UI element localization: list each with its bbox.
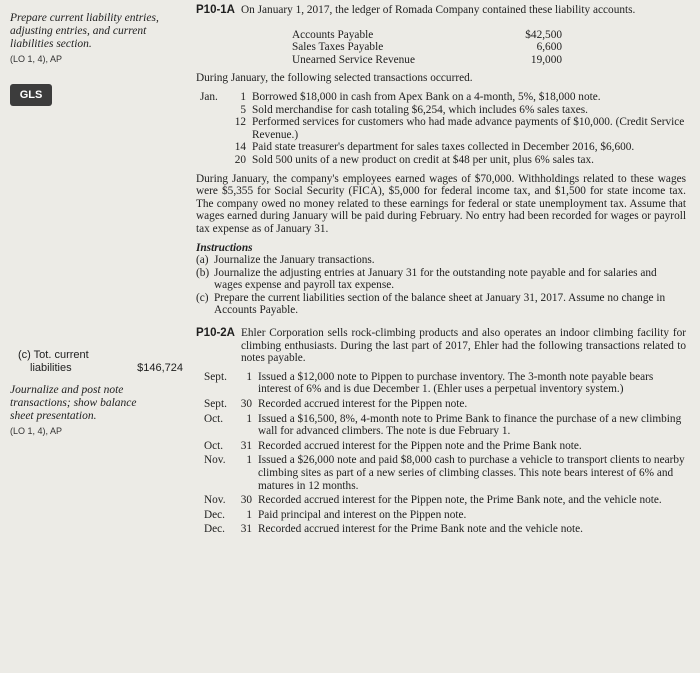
sidebar-objective-2 xyxy=(10,384,185,436)
tx-text: Recorded accrued interest for the Pippen note, the Prime Bank note, and the vehicle note. xyxy=(258,494,662,507)
transaction xyxy=(204,371,686,396)
ledger-row xyxy=(292,41,562,54)
tx-month xyxy=(200,104,232,117)
transaction xyxy=(204,494,686,507)
tx-month xyxy=(200,154,232,167)
instructions-title: Instructions xyxy=(196,241,253,254)
objective-line-1: Prepare current liability entries, xyxy=(10,12,159,24)
tx-month: Jan. xyxy=(200,90,218,103)
tx-text: Paid principal and interest on the Pippen note. xyxy=(258,508,467,521)
tx-day: 1 xyxy=(246,508,252,521)
tx-text: Recorded accrued interest for the Pippen note and the Prime Bank note. xyxy=(258,439,582,452)
sidebar-objective xyxy=(10,12,182,64)
tx-day: 30 xyxy=(240,494,252,507)
tx-month: Dec. xyxy=(204,523,226,536)
tx-text: Issued a $12,000 note to Pippen to purchase inventory. The 3-month note payable bears interest of 6% and is due December 1. (Ehler uses a perpetual inventory system.) xyxy=(258,370,654,396)
tx-day: 1 xyxy=(246,412,252,425)
transaction xyxy=(204,509,686,522)
instruction-text: Prepare the current liabilities section of the balance sheet at January 31, 2017. Assume no change in Accounts Payable. xyxy=(214,291,666,317)
objective-line-2: adjusting entries, and current xyxy=(10,25,147,37)
tx-day: 12 xyxy=(234,116,246,129)
learning-objective-tag: (LO 1, 4), AP xyxy=(10,54,63,64)
instruction-item xyxy=(196,267,686,292)
ledger-account: Accounts Payable xyxy=(292,28,374,41)
tx-text: Recorded accrued interest for the Prime Bank note and the vehicle note. xyxy=(258,523,583,536)
tx-month: Sept. xyxy=(204,398,227,411)
problem-1-number: P10-1A xyxy=(196,4,235,16)
ledger-accounts xyxy=(292,29,562,67)
tx-month: Oct. xyxy=(204,412,224,425)
problem-2-intro: Ehler Corporation sells rock-climbing products and also operates an indoor climbing facility for climbing enthusiasts. During the last part of 2017, Ehler had the following transactions related to notes payable. xyxy=(241,327,686,365)
instruction-label: (b) xyxy=(196,266,210,279)
ledger-account: Unearned Service Revenue xyxy=(292,53,415,66)
transaction xyxy=(200,104,686,117)
learning-objective-tag-2: (LO 1, 4), AP xyxy=(10,426,63,436)
ledger-account: Sales Taxes Payable xyxy=(292,41,384,54)
tx-text: Performed services for customers who had made advance payments of $10,000. (Credit Service Revenue.) xyxy=(252,116,685,141)
january-transactions xyxy=(200,91,686,167)
tx-text: Paid state treasurer's department for sales taxes collected in December 2016, $6,600. xyxy=(252,141,635,154)
ledger-amount: 6,600 xyxy=(536,41,562,54)
problem-2-header xyxy=(196,327,686,365)
instruction-label: (c) xyxy=(196,291,209,304)
tx-day: 31 xyxy=(240,439,252,452)
tx-text: Sold merchandise for cash totaling $6,254, which includes 6% sales taxes. xyxy=(252,103,589,116)
tx-text: Sold 500 units of a new product on credit at $48 per unit, plus 6% sales tax. xyxy=(252,153,594,166)
tx-day: 14 xyxy=(234,141,246,154)
transaction xyxy=(200,91,686,104)
tx-text: Issued a $16,500, 8%, 4-month note to Prime Bank to finance the purchase of a new climbing wall for advanced climbers. The note is due February 1. xyxy=(258,412,682,438)
instruction-text: Journalize the January transactions. xyxy=(214,254,375,267)
tx-day: 30 xyxy=(240,398,252,411)
tx-day: 1 xyxy=(246,454,252,467)
tx-day: 1 xyxy=(246,370,252,383)
transaction xyxy=(204,523,686,536)
transaction xyxy=(204,413,686,438)
ledger-amount: 19,000 xyxy=(530,53,562,66)
ledger-amount: $42,500 xyxy=(525,28,562,41)
tx-day: 5 xyxy=(240,103,246,116)
objective2-line-2: transactions; show balance xyxy=(10,397,137,409)
tx-month: Sept. xyxy=(204,370,227,383)
transaction xyxy=(200,141,686,154)
tx-day: 31 xyxy=(240,523,252,536)
check-figure-label-2: liabilities xyxy=(30,362,72,374)
transaction xyxy=(204,454,686,492)
tx-month: Dec. xyxy=(204,508,226,521)
tx-month xyxy=(200,116,232,141)
tx-month: Nov. xyxy=(204,454,226,467)
tx-text: Issued a $26,000 note and paid $8,000 cash to purchase a vehicle to transport clients to nearby climbing sites as part of a new series of climbing classes. This note bears interest of 6% and matures in 12 months. xyxy=(258,454,685,492)
instructions-list xyxy=(196,254,686,317)
tx-text: Recorded accrued interest for the Pippen note. xyxy=(258,398,468,411)
transaction xyxy=(204,440,686,453)
tx-month: Nov. xyxy=(204,494,226,507)
note-transactions xyxy=(204,371,686,536)
tx-month: Oct. xyxy=(204,439,224,452)
main-text xyxy=(196,4,686,536)
tx-day: 1 xyxy=(240,90,246,103)
objective-line-3: liabilities section. xyxy=(10,38,92,50)
objective2-line-3: sheet presentation. xyxy=(10,410,97,422)
tx-day: 20 xyxy=(234,153,246,166)
check-figure xyxy=(18,349,183,375)
transaction xyxy=(200,116,686,141)
transaction xyxy=(204,398,686,411)
instruction-item xyxy=(196,292,686,317)
problem-1-header xyxy=(196,4,686,17)
check-figure-label-1: (c) Tot. current xyxy=(18,349,89,361)
check-figure-value: $146,724 xyxy=(137,362,183,374)
tx-text: Borrowed $18,000 in cash from Apex Bank on a 4-month, 5%, $18,000 note. xyxy=(252,90,601,103)
problem-2-number: P10-2A xyxy=(196,327,235,340)
tx-month xyxy=(200,141,232,154)
instruction-text: Journalize the adjusting entries at January 31 for the outstanding note payable and for salaries and wages expense and payroll tax expense. xyxy=(214,266,657,292)
problem-1-intro: On January 1, 2017, the ledger of Romada Company contained these liability accounts. xyxy=(241,4,636,16)
objective2-line-1: Journalize and post note xyxy=(10,384,124,396)
transaction xyxy=(200,154,686,167)
ledger-row xyxy=(292,29,562,42)
instruction-item xyxy=(196,254,686,267)
gls-badge: GLS xyxy=(10,84,52,106)
instruction-label: (a) xyxy=(196,254,209,267)
ledger-row xyxy=(292,54,562,67)
wages-paragraph: During January, the company's employees earned wages of $70,000. Withholdings related to these wages were $5,355 for Social Security (FICA), $5,000 for federal income tax, and $1,500 for state income tax. The company owed no money related to these earnings for federal or state unemployment tax. Assume that wages earned during January will be paid during February. No entry had been recorded for wages or payroll tax expense as of January 31. xyxy=(196,172,686,235)
during-intro: During January, the following selected transactions occurred. xyxy=(196,72,473,85)
